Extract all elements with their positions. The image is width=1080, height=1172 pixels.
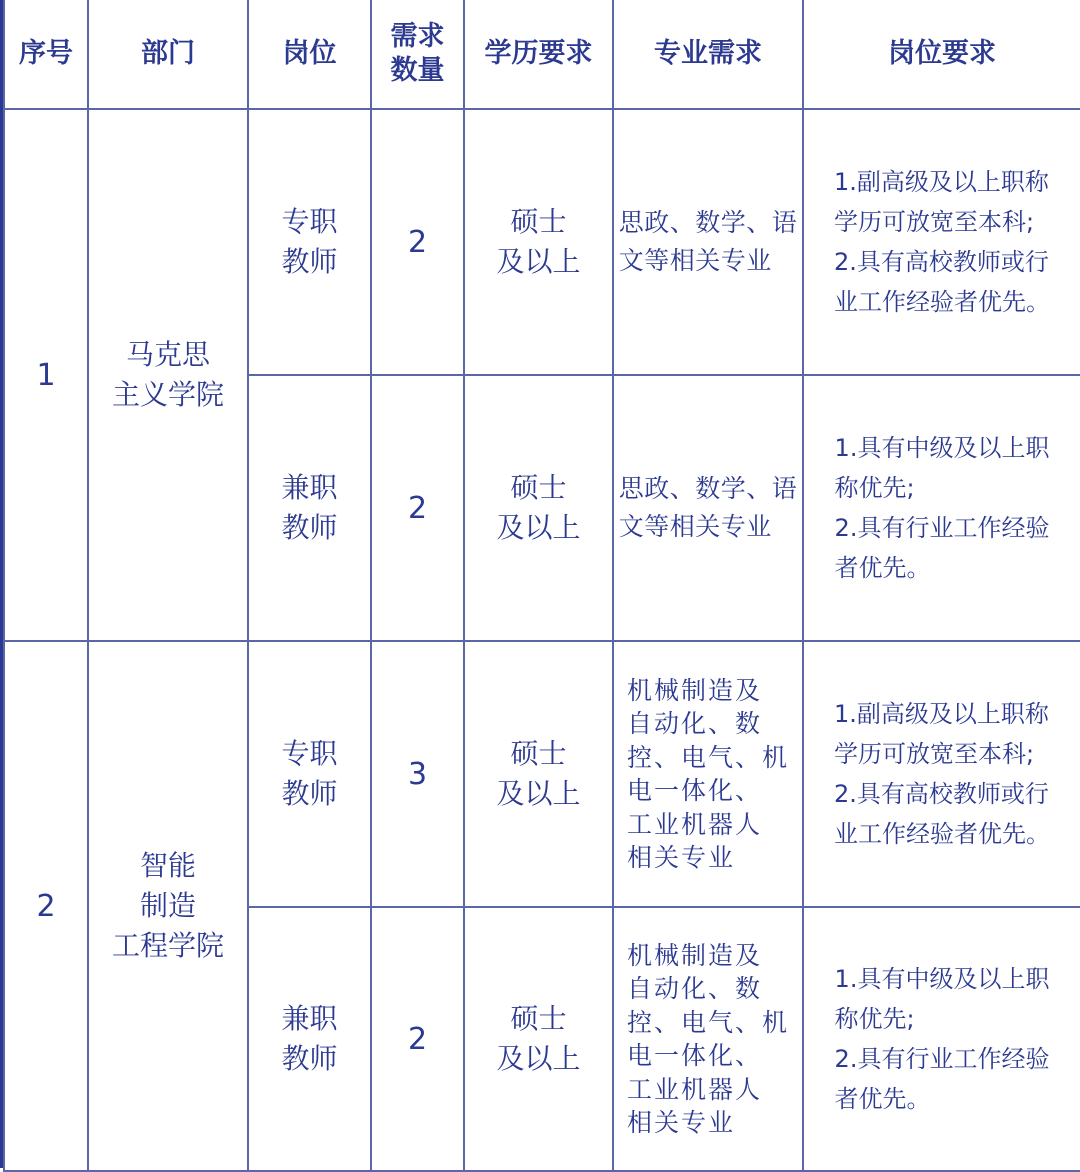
quantity-cell xyxy=(371,375,464,641)
major-cell xyxy=(613,375,803,641)
header-quantity: 需求 数量 xyxy=(371,0,464,109)
position-cell xyxy=(248,907,371,1171)
dept-name: 智能 制造 工程学院 xyxy=(111,849,224,962)
position-cell xyxy=(248,641,371,907)
dept-name: 马克思 主义学院 xyxy=(111,338,224,411)
quantity-cell xyxy=(371,109,464,375)
recruitment-table xyxy=(3,0,1080,1172)
header-requirements: 岗位要求 xyxy=(803,0,1080,109)
quantity-value: 2 xyxy=(407,490,428,526)
education-cell xyxy=(464,907,613,1171)
quantity-value: 3 xyxy=(407,756,428,792)
quantity-value: 2 xyxy=(407,224,428,260)
header-dept: 部门 xyxy=(88,0,248,109)
seq-cell xyxy=(4,109,88,641)
requirements-cell xyxy=(803,907,1080,1171)
quantity-cell xyxy=(371,641,464,907)
education-cell xyxy=(464,109,613,375)
header-row xyxy=(4,0,1080,109)
major-value: 思政、数学、语 文等相关专业 xyxy=(618,474,798,541)
seq-value: 2 xyxy=(36,888,56,924)
position-value: 专职 教师 xyxy=(281,205,338,278)
table-row xyxy=(4,641,1080,907)
header-education: 学历要求 xyxy=(464,0,613,109)
major-value: 机械制造及 自动化、数 控、电气、机 电一体化、 工业机器人 相关专业 xyxy=(626,675,789,872)
dept-cell xyxy=(88,109,248,641)
education-cell xyxy=(464,641,613,907)
seq-cell xyxy=(4,641,88,1171)
requirements-value: 1.副高级及以上职称 学历可放宽至本科; 2.具有高校教师或行 业工作经验者优先。 xyxy=(834,168,1050,316)
requirements-value: 1.具有中级及以上职 称优先; 2.具有行业工作经验 者优先。 xyxy=(834,965,1050,1113)
seq-value: 1 xyxy=(36,357,56,393)
dept-cell xyxy=(88,641,248,1171)
position-value: 专职 教师 xyxy=(281,737,338,810)
education-value: 硕士 及以上 xyxy=(496,1002,581,1075)
quantity-value: 2 xyxy=(407,1021,428,1057)
education-value: 硕士 及以上 xyxy=(496,737,581,810)
education-cell xyxy=(464,375,613,641)
major-cell xyxy=(613,641,803,907)
education-value: 硕士 及以上 xyxy=(496,471,581,544)
table-row xyxy=(4,109,1080,375)
education-value: 硕士 及以上 xyxy=(496,205,581,278)
header-seq: 序号 xyxy=(4,0,88,109)
position-value: 兼职 教师 xyxy=(281,471,338,544)
quantity-cell xyxy=(371,907,464,1171)
header-position: 岗位 xyxy=(248,0,371,109)
position-cell xyxy=(248,375,371,641)
requirements-value: 1.具有中级及以上职 称优先; 2.具有行业工作经验 者优先。 xyxy=(834,434,1050,582)
position-cell xyxy=(248,109,371,375)
major-cell xyxy=(613,109,803,375)
major-value: 机械制造及 自动化、数 控、电气、机 电一体化、 工业机器人 相关专业 xyxy=(626,940,789,1137)
major-value: 思政、数学、语 文等相关专业 xyxy=(618,208,798,275)
requirements-cell xyxy=(803,109,1080,375)
major-cell xyxy=(613,907,803,1171)
position-value: 兼职 教师 xyxy=(281,1002,338,1075)
requirements-cell xyxy=(803,641,1080,907)
header-major: 专业需求 xyxy=(613,0,803,109)
requirements-value: 1.副高级及以上职称 学历可放宽至本科; 2.具有高校教师或行 业工作经验者优先。 xyxy=(834,700,1050,848)
requirements-cell xyxy=(803,375,1080,641)
